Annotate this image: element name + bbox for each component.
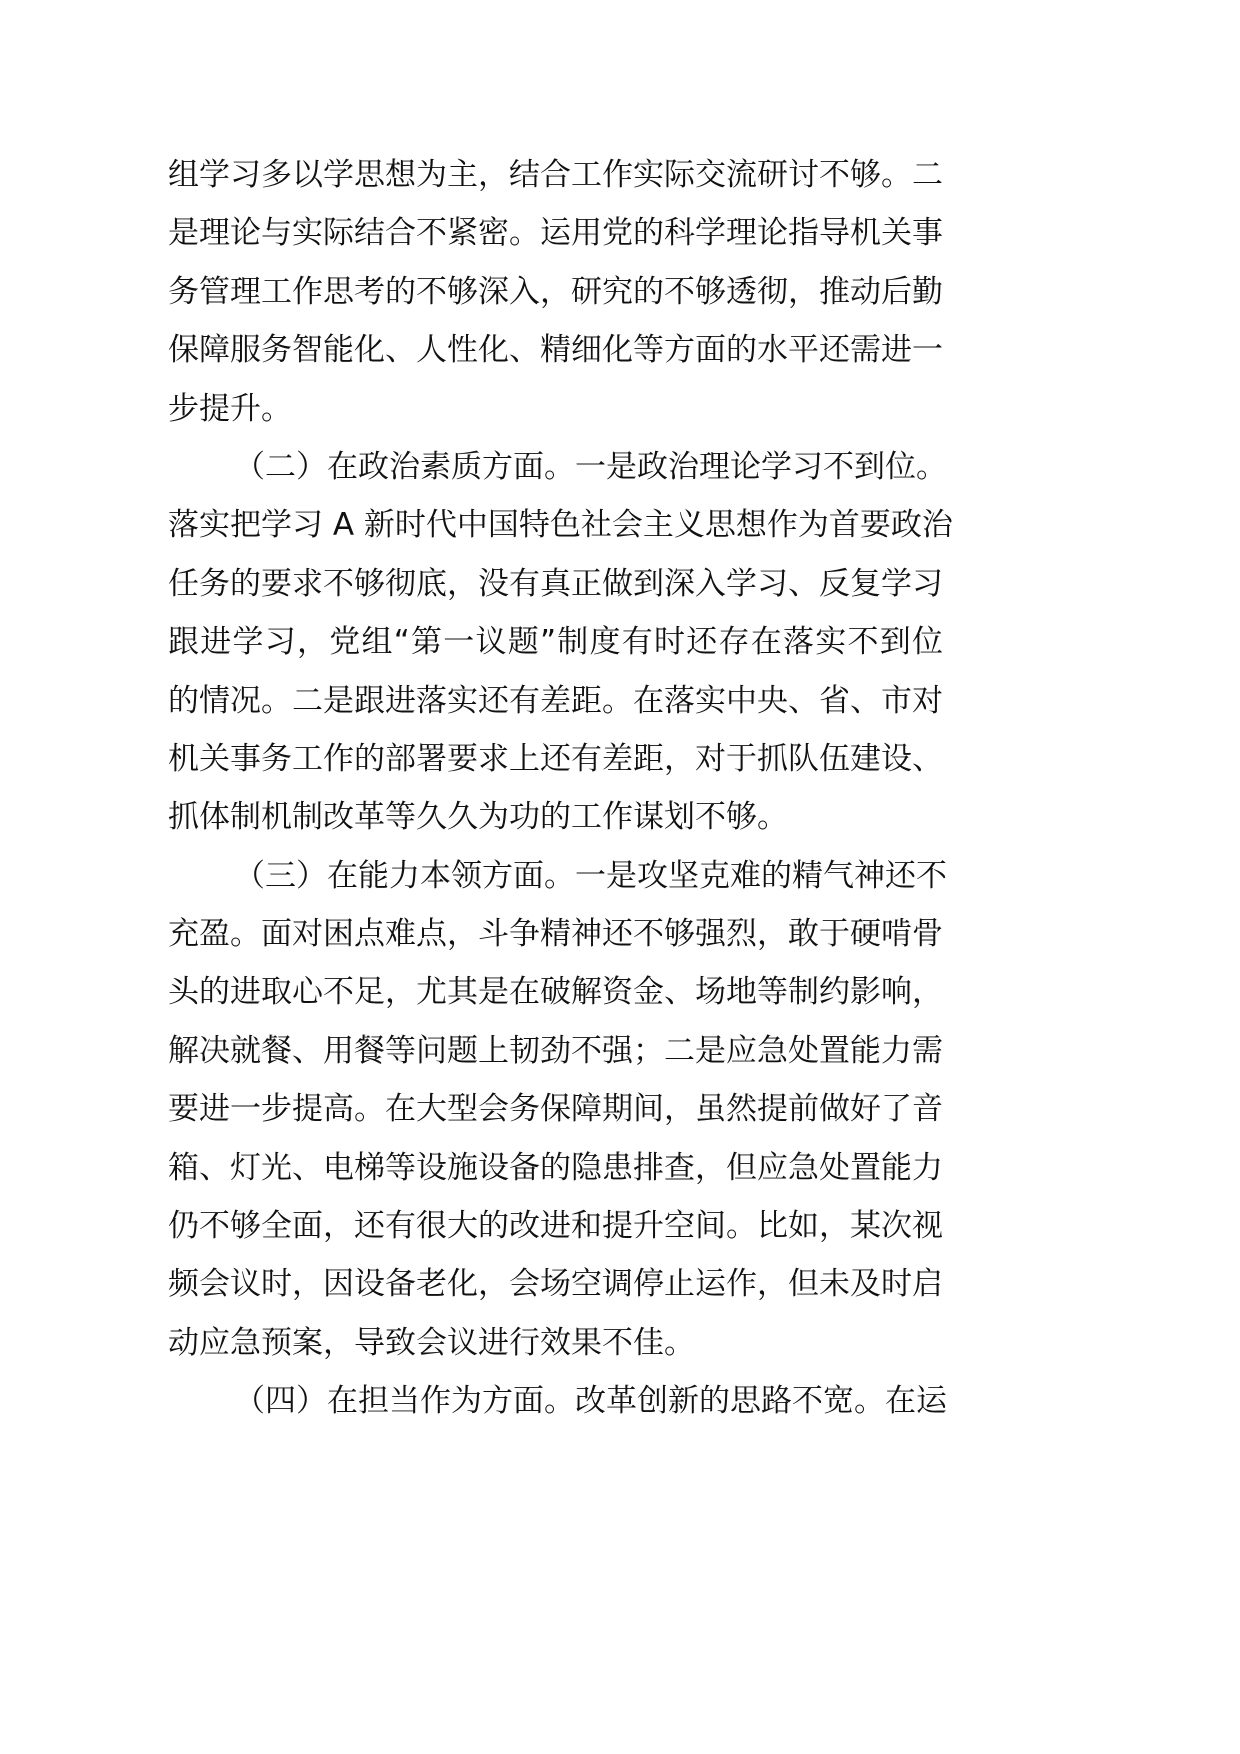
text-line: 动应急预案，导致会议进行效果不佳。 [168,1324,695,1361]
text-line: 步提升。 [168,390,292,427]
text-line: 解决就餐、用餐等问题上韧劲不强；二是应急处置能力需 [168,1032,943,1069]
text-line: 箱、灯光、电梯等设施设备的隐患排查，但应急处置能力 [168,1149,943,1186]
text-line: 是理论与实际结合不紧密。运用党的科学理论指导机关事 [168,215,943,252]
section-heading-line: （四）在担当作为方面。改革创新的思路不宽。在运 [234,1383,947,1420]
text-line: 要进一步提高。在大型会务保障期间，虽然提前做好了音 [168,1091,943,1128]
text-line: 务管理工作思考的不够深入，研究的不够透彻，推动后勤 [168,273,943,310]
text-line: 组学习多以学思想为主，结合工作实际交流研讨不够。二 [168,157,943,193]
text-line: 落实把学习 A 新时代中国特色社会主义思想作为首要政治 [168,507,953,544]
text-line: 机关事务工作的部署要求上还有差距，对于抓队伍建设、 [168,740,943,777]
text-line: 的情况。二是跟进落实还有差距。在落实中央、省、市对 [168,682,943,719]
text-line: 充盈。面对困点难点，斗争精神还不够强烈，敢于硬啃骨 [168,916,943,953]
section-heading-line: （二）在政治素质方面。一是政治理论学习不到位。 [234,448,947,485]
text-line: 跟进学习，党组“第一议题”制度有时还存在落实不到位 [168,624,943,661]
text-line: 任务的要求不够彻底，没有真正做到深入学习、反复学习 [168,565,943,602]
text-line: 头的进取心不足，尤其是在破解资金、场地等制约影响， [168,974,943,1011]
section-heading-line: （三）在能力本领方面。一是攻坚克难的精气神还不 [234,857,947,894]
text-line: 仍不够全面，还有很大的改进和提升空间。比如，某次视 [168,1208,943,1245]
text-line: 保障服务智能化、人性化、精细化等方面的水平还需进一 [168,332,943,369]
text-line: 频会议时，因设备老化，会场空调停止运作，但未及时启 [168,1266,943,1303]
body-text [168,146,953,1431]
text-line: 抓体制机制改革等久久为功的工作谋划不够。 [168,799,788,836]
